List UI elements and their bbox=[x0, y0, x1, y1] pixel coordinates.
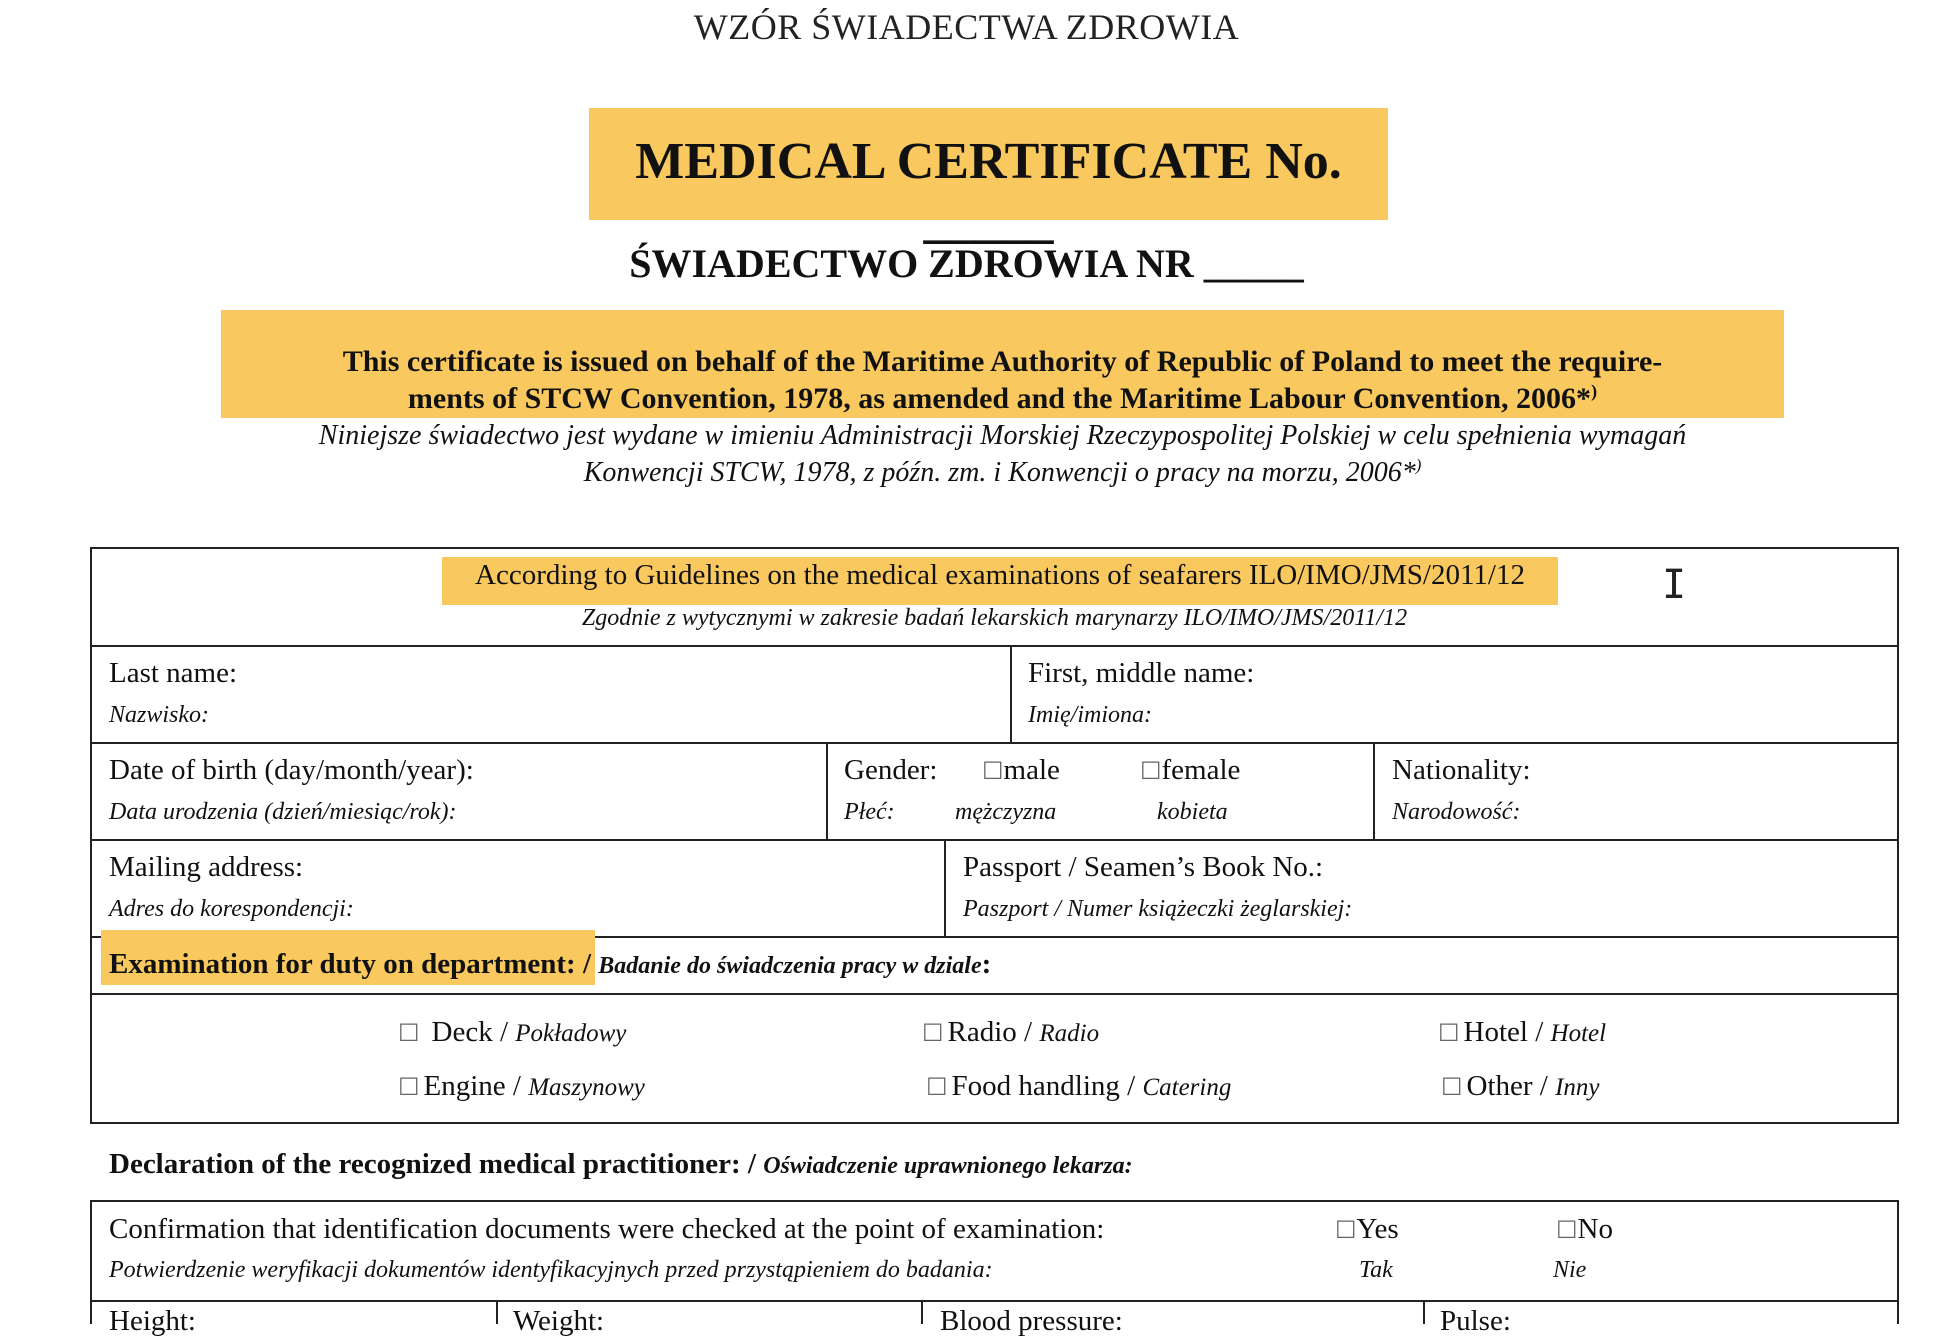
no-label: No bbox=[1577, 1213, 1613, 1245]
male-label-polish: mężczyzna bbox=[955, 799, 1057, 825]
male-checkbox[interactable]: ☐ bbox=[982, 757, 1004, 785]
yes-label-polish: Tak bbox=[1359, 1257, 1393, 1283]
row-divider-3 bbox=[90, 839, 1899, 841]
col-divider-height bbox=[496, 1300, 498, 1324]
issue-statement-polish-line-2-text: Konwencji STCW, 1978, z późn. zm. i Konwencji o pracy na morzu, 2006* bbox=[583, 457, 1416, 488]
confirmation-no-option[interactable] bbox=[1556, 1213, 1613, 1246]
table2-row-divider bbox=[90, 1300, 1899, 1302]
no-checkbox[interactable]: ☐ bbox=[1556, 1216, 1578, 1244]
female-label-polish: kobieta bbox=[1157, 799, 1228, 825]
issue-statement-line-2-text: ments of STCW Convention, 1978, as amended and the Maritime Labour Convention, 2006* bbox=[407, 382, 1592, 415]
col-divider-gender bbox=[1373, 742, 1375, 839]
department-label-polish: Badanie do świadczenia pracy w dziale bbox=[598, 953, 982, 979]
no-label-polish: Nie bbox=[1553, 1257, 1587, 1283]
hotel-separator: / bbox=[1527, 1016, 1551, 1048]
certificate-title-polish: ŚWIADECTWO ZDROWIA NR _____ bbox=[629, 241, 1304, 286]
food-handling-checkbox[interactable]: ☐ bbox=[926, 1073, 948, 1101]
female-label: female bbox=[1161, 754, 1241, 786]
issue-footnote-mark: ) bbox=[1591, 381, 1598, 401]
first-name-label-polish: Imię/imiona: bbox=[1028, 702, 1152, 728]
row-divider-1 bbox=[90, 645, 1899, 647]
passport-label: Passport / Seamen’s Book No.: bbox=[963, 851, 1324, 883]
declaration-heading bbox=[109, 1148, 1133, 1181]
declaration-label: Declaration of the recognized medical practitioner: bbox=[109, 1148, 741, 1180]
dob-label: Date of birth (day/month/year): bbox=[109, 754, 474, 786]
col-divider-weight bbox=[921, 1300, 923, 1324]
issue-statement bbox=[221, 343, 1784, 417]
engine-label-polish: Maszynowy bbox=[528, 1074, 645, 1101]
deck-separator: / bbox=[492, 1016, 516, 1048]
mailing-address-label-polish: Adres do korespondencji: bbox=[109, 896, 354, 922]
hotel-label: Hotel bbox=[1463, 1016, 1528, 1048]
col-divider-dob bbox=[826, 742, 828, 839]
certificate-title: MEDICAL CERTIFICATE No. _____ bbox=[635, 133, 1342, 249]
table-border-bottom bbox=[90, 1122, 1899, 1124]
last-name-label-polish: Nazwisko: bbox=[109, 702, 210, 728]
gender-male-option[interactable] bbox=[982, 754, 1060, 787]
department-label: Examination for duty on department: bbox=[109, 948, 576, 980]
col-divider-address bbox=[944, 839, 946, 936]
first-name-field[interactable] bbox=[1300, 652, 1880, 732]
hotel-checkbox[interactable]: ☐ bbox=[1438, 1019, 1460, 1047]
height-label: Height: bbox=[109, 1305, 196, 1337]
nationality-label-polish: Narodowość: bbox=[1392, 799, 1521, 825]
pulse-label: Pulse: bbox=[1440, 1305, 1511, 1337]
department-colon: : bbox=[981, 948, 992, 980]
department-option-hotel[interactable] bbox=[1438, 1016, 1606, 1049]
table2-border-left bbox=[90, 1200, 92, 1324]
food-handling-label: Food handling bbox=[951, 1070, 1120, 1102]
dob-label-polish: Data urodzenia (dzień/miesiąc/rok): bbox=[109, 799, 457, 825]
other-checkbox[interactable]: ☐ bbox=[1441, 1073, 1463, 1101]
table-border-top bbox=[90, 547, 1899, 549]
issue-statement-polish-line-1: Niniejsze świadectwo jest wydane w imieniu Administracji Morskiej Rzeczypospolitej Polskiej w celu spełnienia wymagań bbox=[318, 420, 1687, 451]
gender-female-option[interactable] bbox=[1140, 754, 1240, 787]
confirmation-yes-option[interactable] bbox=[1335, 1213, 1399, 1246]
id-confirmation-label: Confirmation that identification documents were checked at the point of examination: bbox=[109, 1213, 1105, 1245]
table2-border-top bbox=[90, 1200, 1899, 1202]
radio-checkbox[interactable]: ☐ bbox=[922, 1019, 944, 1047]
issue-statement-polish-line-2 bbox=[221, 454, 1784, 491]
yes-checkbox[interactable]: ☐ bbox=[1335, 1216, 1357, 1244]
declaration-label-polish: Oświadczenie uprawnionego lekarza: bbox=[763, 1153, 1133, 1179]
other-separator: / bbox=[1532, 1070, 1556, 1102]
deck-label: Deck bbox=[431, 1016, 493, 1048]
radio-label: Radio bbox=[947, 1016, 1017, 1048]
passport-label-polish: Paszport / Numer książeczki żeglarskiej: bbox=[963, 896, 1353, 922]
deck-label-polish: Pokładowy bbox=[515, 1020, 627, 1047]
other-label-polish: Inny bbox=[1555, 1074, 1600, 1101]
guidelines-text-polish: Zgodnie z wytycznymi w zakresie badań lekarskich marynarzy ILO/IMO/JMS/2011/12 bbox=[581, 605, 1408, 631]
guidelines-text: According to Guidelines on the medical examinations of seafarers ILO/IMO/JMS/2011/12 bbox=[475, 559, 1525, 591]
other-label: Other bbox=[1466, 1070, 1533, 1102]
food-handling-separator: / bbox=[1119, 1070, 1143, 1102]
table-border-right bbox=[1897, 547, 1899, 1124]
engine-label: Engine bbox=[423, 1070, 506, 1102]
department-option-deck[interactable] bbox=[398, 1016, 626, 1049]
table-border-left bbox=[90, 547, 92, 1124]
food-handling-label-polish: Catering bbox=[1142, 1074, 1232, 1101]
engine-separator: / bbox=[505, 1070, 529, 1102]
issue-statement-line-2 bbox=[221, 380, 1784, 417]
engine-checkbox[interactable]: ☐ bbox=[398, 1073, 420, 1101]
gender-label: Gender: bbox=[844, 754, 938, 786]
department-label-line bbox=[109, 948, 991, 981]
issue-polish-footnote-mark: ) bbox=[1415, 455, 1422, 475]
col-divider-name bbox=[1010, 645, 1012, 742]
nationality-label: Nationality: bbox=[1392, 754, 1531, 786]
department-option-food-handling[interactable] bbox=[926, 1070, 1231, 1103]
issue-statement-polish bbox=[221, 417, 1784, 491]
first-name-label: First, middle name: bbox=[1028, 657, 1255, 689]
department-option-other[interactable] bbox=[1441, 1070, 1600, 1103]
col-divider-blood-pressure bbox=[1423, 1300, 1425, 1324]
gender-label-polish: Płeć: bbox=[844, 799, 895, 825]
document-top-title: WZÓR ŚWIADECTWA ZDROWIA bbox=[693, 7, 1240, 47]
female-checkbox[interactable]: ☐ bbox=[1140, 757, 1162, 785]
hotel-label-polish: Hotel bbox=[1550, 1020, 1607, 1047]
row-divider-2 bbox=[90, 742, 1899, 744]
last-name-field[interactable] bbox=[340, 652, 990, 732]
mailing-address-label: Mailing address: bbox=[109, 851, 304, 883]
yes-label: Yes bbox=[1356, 1213, 1399, 1245]
mailing-address-field[interactable] bbox=[400, 846, 920, 926]
radio-separator: / bbox=[1016, 1016, 1040, 1048]
department-option-radio[interactable] bbox=[922, 1016, 1099, 1049]
issue-statement-line-1: This certificate is issued on behalf of the Maritime Authority of Republic of Poland to meet the require- bbox=[342, 345, 1663, 378]
id-confirmation-label-polish: Potwierdzenie weryfikacji dokumentów identyfikacyjnych przed przystąpieniem do badania: bbox=[109, 1257, 993, 1283]
table2-border-right bbox=[1897, 1200, 1899, 1324]
last-name-label: Last name: bbox=[109, 657, 238, 689]
blood-pressure-label: Blood pressure: bbox=[940, 1305, 1123, 1337]
row-divider-5 bbox=[90, 993, 1899, 995]
deck-checkbox[interactable]: ☐ bbox=[398, 1019, 420, 1047]
passport-field[interactable] bbox=[1420, 846, 1880, 926]
department-option-engine[interactable] bbox=[398, 1070, 645, 1103]
declaration-separator: / bbox=[740, 1148, 764, 1180]
text-cursor-icon: I bbox=[1662, 562, 1687, 608]
male-label: male bbox=[1003, 754, 1060, 786]
department-separator: / bbox=[575, 948, 599, 980]
radio-label-polish: Radio bbox=[1039, 1020, 1100, 1047]
weight-label: Weight: bbox=[513, 1305, 605, 1337]
